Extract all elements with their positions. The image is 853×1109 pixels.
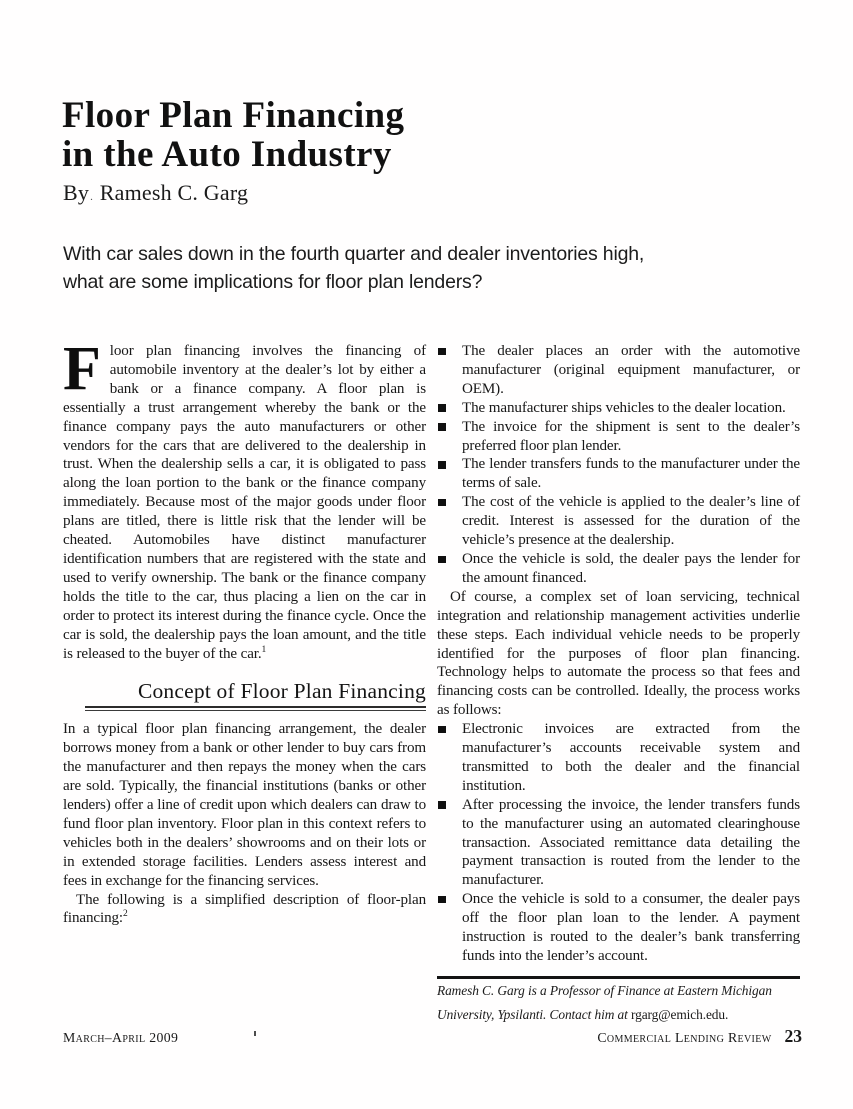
left-column xyxy=(63,335,426,928)
deck-text: With car sales down in the fourth quarter and dealer inventories high, what are some implications for floor plan lenders? xyxy=(63,243,645,293)
footer-issue-date: March–April 2009 xyxy=(63,1030,179,1045)
bullet-square-icon xyxy=(438,556,446,564)
list-item xyxy=(437,720,800,796)
list-item xyxy=(437,455,800,493)
footer-page-number: 23 xyxy=(784,1026,802,1046)
footer-journal-block xyxy=(597,1026,802,1047)
concept-paragraph: In a typical floor plan financing arrangement, the dealer borrows money from a bank or other lender to buy cars from the manufacturer and then repays the money when the cars are sold. Typically, the financial institutions (banks or other lenders) offer a line of credit upon which dealers can draw to fund floor plan inventory. Floor plan in this context refers to vehicles both in the dealers’ showrooms and on their lots or in extended storage facilities. Lenders assess interest and fees in exchange for the financing services. xyxy=(63,721,426,889)
list-item-text: The manufacturer ships vehicles to the dealer location. xyxy=(462,399,786,416)
steps-lead-text: The following is a simplified description of floor-plan financing: xyxy=(63,891,426,927)
list-item xyxy=(437,890,800,966)
intro-paragraph-text: loor plan financing involves the financing of automobile inventory at the dealer’s lot by either a bank or a finance company. A floor plan is essentially a trust arrangement whereby the bank or the finance company pays the auto manufacturers or other vendors for the cars that are delivered to the dealership in trust. When the dealership sells a car, it is obligated to pass along the loan portion to the bank or the finance company immediately. Because most of the major goods under floor plans are titled, there is little risk that the lender will be cheated. Automobiles have distinct manufacturer identification numbers that are registered with the state and used to verify ownership. The bank or the finance company holds the title to the car, thus placing a lien on the car in order to protect its interest during the finance cycle. Once the car is sold, the dealership pays the loan amount, and the title is released to the buyer of the car. xyxy=(63,343,426,662)
steps-lead-paragraph xyxy=(63,891,426,929)
list-item xyxy=(437,493,800,550)
byline-author-name: Ramesh C. Garg xyxy=(99,180,249,205)
footnote-ref-1: 1 xyxy=(261,644,267,655)
list-item xyxy=(437,550,800,588)
intro-paragraph xyxy=(63,335,426,663)
byline xyxy=(63,180,248,206)
bullet-square-icon xyxy=(438,404,446,412)
page-footer xyxy=(63,1026,802,1047)
bullet-square-icon xyxy=(438,499,446,507)
article-title-line1: Floor Plan Financing xyxy=(62,95,405,136)
list-item-text: After processing the invoice, the lender transfers funds to the manufacturer using an automated clearinghouse transaction. Associated remittance data detailing the payment transaction is routed from the lender to the manufacturer. xyxy=(462,796,800,889)
scan-dot: . xyxy=(90,191,94,203)
list-item xyxy=(437,342,800,399)
list-item-text: Once the vehicle is sold to a consumer, the dealer pays off the floor plan loan to the lender. A payment instruction is routed to the dealer’s bank transferring funds into the lender’s account. xyxy=(462,891,800,964)
author-bio-text: Ramesh C. Garg is a Professor of Finance at Eastern Michigan University, Ypsilanti. Contact him at xyxy=(437,982,772,1023)
bullet-square-icon xyxy=(438,896,446,904)
list-item xyxy=(437,418,800,456)
list-item xyxy=(437,399,800,418)
process-paragraph: Of course, a complex set of loan servicing, technical integration and relationship management activities underlie these steps. Each individual vehicle needs to be properly identified for the purposes of floor plan financing. Technology helps to automate the process so that fees and financing costs can be controlled. Ideally, the process works as follows: xyxy=(437,588,800,719)
bullet-square-icon xyxy=(438,461,446,469)
list-item-text: The lender transfers funds to the manufacturer under the terms of sale. xyxy=(462,456,800,492)
byline-prefix: By xyxy=(63,180,90,205)
section-heading: Concept of Floor Plan Financing xyxy=(137,679,426,704)
floor-plan-steps-list xyxy=(437,342,800,588)
bullet-square-icon xyxy=(438,726,446,734)
dropcap-letter: F xyxy=(63,335,101,403)
author-email: rgarg@emich.edu. xyxy=(630,1007,729,1023)
bullet-square-icon xyxy=(438,348,446,356)
author-bio xyxy=(437,979,800,1028)
section-heading-underline xyxy=(85,706,426,711)
bullet-square-icon xyxy=(438,423,446,431)
list-item-text: Electronic invoices are extracted from the manufacturer’s accounts receivable system and transmitted to both the dealer and the financial institution. xyxy=(462,721,800,794)
list-item-text: Once the vehicle is sold, the dealer pays the lender for the amount financed. xyxy=(462,550,800,586)
process-steps-list xyxy=(437,720,800,966)
list-item xyxy=(437,796,800,891)
footnote-ref-2: 2 xyxy=(123,909,128,920)
bullet-square-icon xyxy=(438,801,446,809)
article-title-line2: in the Auto Industry xyxy=(62,134,392,175)
scan-artifact xyxy=(254,1031,256,1036)
right-column xyxy=(437,342,800,1028)
list-item-text: The invoice for the shipment is sent to the dealer’s preferred floor plan lender. xyxy=(462,418,800,454)
list-item-text: The cost of the vehicle is applied to the dealer’s line of credit. Interest is assessed for the duration of the vehicle’s presence at the dealership. xyxy=(462,494,800,549)
list-item-text: The dealer places an order with the automotive manufacturer (original equipment manufacturer, or OEM). xyxy=(462,343,800,397)
footer-journal-name: Commercial Lending Review xyxy=(597,1030,772,1045)
article-title xyxy=(62,96,404,174)
